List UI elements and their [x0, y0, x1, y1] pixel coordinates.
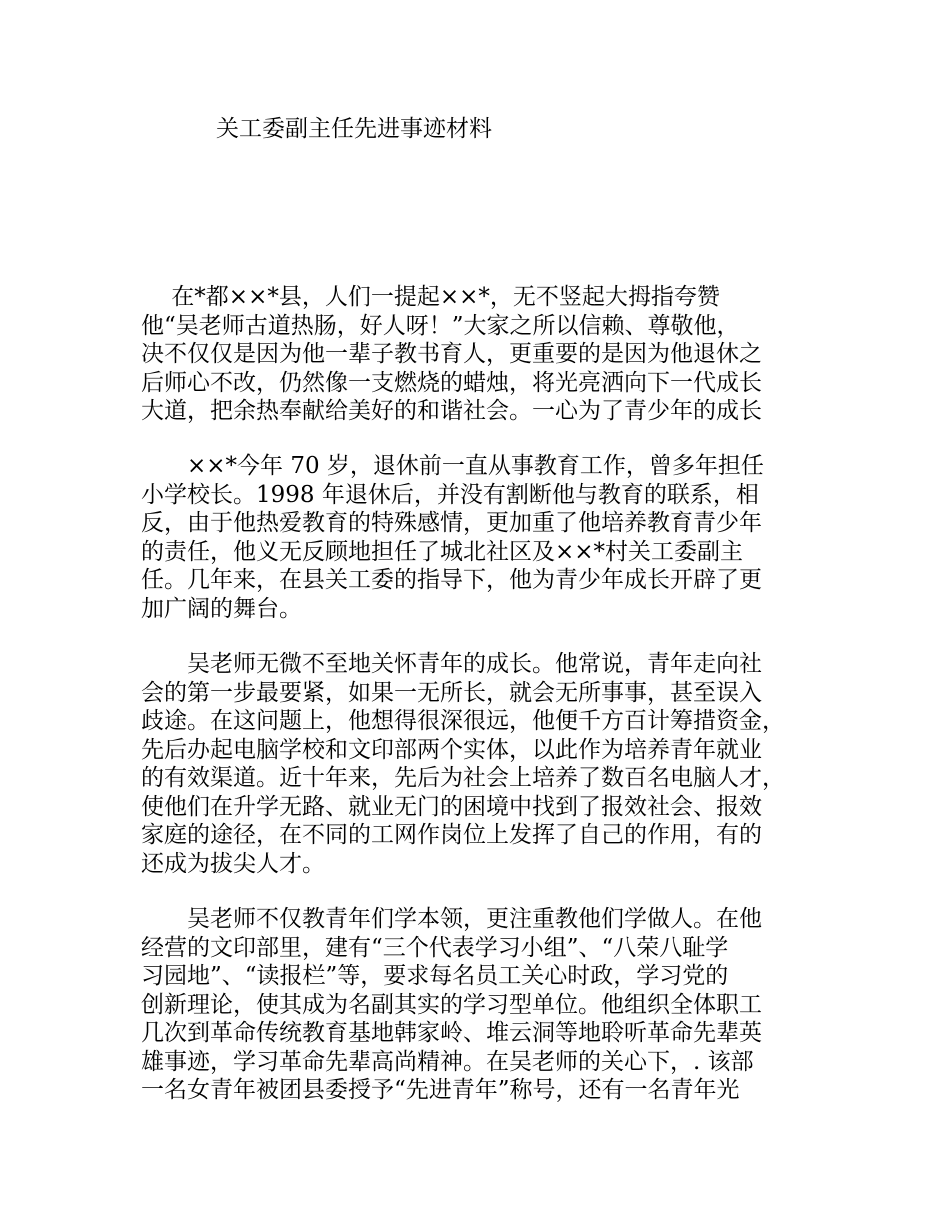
paragraph-line: 家庭的途径，在不同的工网作岗位上发挥了自己的作用，有的	[141, 822, 762, 848]
paragraph-line: 在*都××*县，人们一提起××*，无不竖起大拇指夸赞	[141, 284, 720, 310]
document-title: 关工委副主任先进事迹材料	[216, 116, 492, 142]
paragraph-3	[141, 650, 821, 878]
paragraph-line: 决不仅仅是因为他一辈子教书育人，更重要的是因为他退休之	[141, 341, 762, 367]
paragraph-line: 他“吴老师古道热肠，好人呀！”大家之所以信赖、尊敬他，	[141, 312, 740, 339]
paragraph-line: 雄事迹，学习革命先辈高尚精神。在吴老师的关心下，. 该部	[141, 1048, 754, 1075]
paragraph-line: 的责任，他义无反顾地担任了城北社区及××*村关工委副主	[141, 538, 744, 565]
paragraph-2	[141, 452, 821, 623]
paragraph-1	[141, 283, 821, 426]
paragraph-line: 大道，把余热奉献给美好的和谐社会。一心为了青少年的成长	[141, 398, 762, 424]
paragraph-line: 几次到革命传统教育基地韩家岭、堆云洞等地聆听革命先辈英	[141, 1020, 762, 1046]
paragraph-line: 会的第一步最要紧，如果一无所长，就会无所事事，甚至误入	[141, 679, 762, 706]
paragraph-line: 还成为拔尖人才。	[141, 850, 325, 877]
paragraph-line: 歧途。在这问题上，他想得很深很远，他便千方百计筹措资金，	[141, 708, 785, 734]
paragraph-line: 经营的文印部里，建有“三个代表学习小组”、“八荣八耻学	[141, 934, 729, 961]
paragraph-line: 吴老师无微不至地关怀青年的成长。他常说，青年走向社	[141, 651, 762, 677]
paragraph-line: ××*今年 70 岁，退休前一直从事教育工作，曾多年担任	[141, 453, 764, 479]
paragraph-line: 创新理论，使其成为名副其实的学习型单位。他组织全体职工	[141, 991, 762, 1018]
paragraph-4	[141, 905, 821, 1105]
paragraph-line: 反，由于他热爱教育的特殊感情，更加重了他培养教育青少年	[141, 510, 762, 536]
paragraph-line: 小学校长。1998 年退休后，并没有割断他与教育的联系，相	[141, 481, 759, 508]
paragraph-line: 后师心不改，仍然像一支燃烧的蜡烛，将光亮洒向下一代成长	[141, 369, 762, 396]
paragraph-line: 习园地”、“读报栏”等，要求每名员工关心时政，学习党的	[141, 963, 729, 989]
paragraph-line: 吴老师不仅教青年们学本领，更注重教他们学做人。在他	[141, 906, 762, 932]
paragraph-line: 一名女青年被团县委授予“先进青年”称号，还有一名青年光	[141, 1077, 740, 1103]
paragraph-line: 使他们在升学无路、就业无门的困境中找到了报效社会、报效	[141, 793, 762, 820]
paragraph-line: 加广阔的舞台。	[141, 595, 302, 622]
paragraph-line: 先后办起电脑学校和文印部两个实体，以此作为培养青年就业	[141, 736, 762, 763]
paragraph-line: 任。几年来，在县关工委的指导下，他为青少年成长开辟了更	[141, 567, 762, 593]
paragraph-line: 的有效渠道。近十年来，先后为社会上培养了数百名电脑人才，	[141, 765, 785, 791]
